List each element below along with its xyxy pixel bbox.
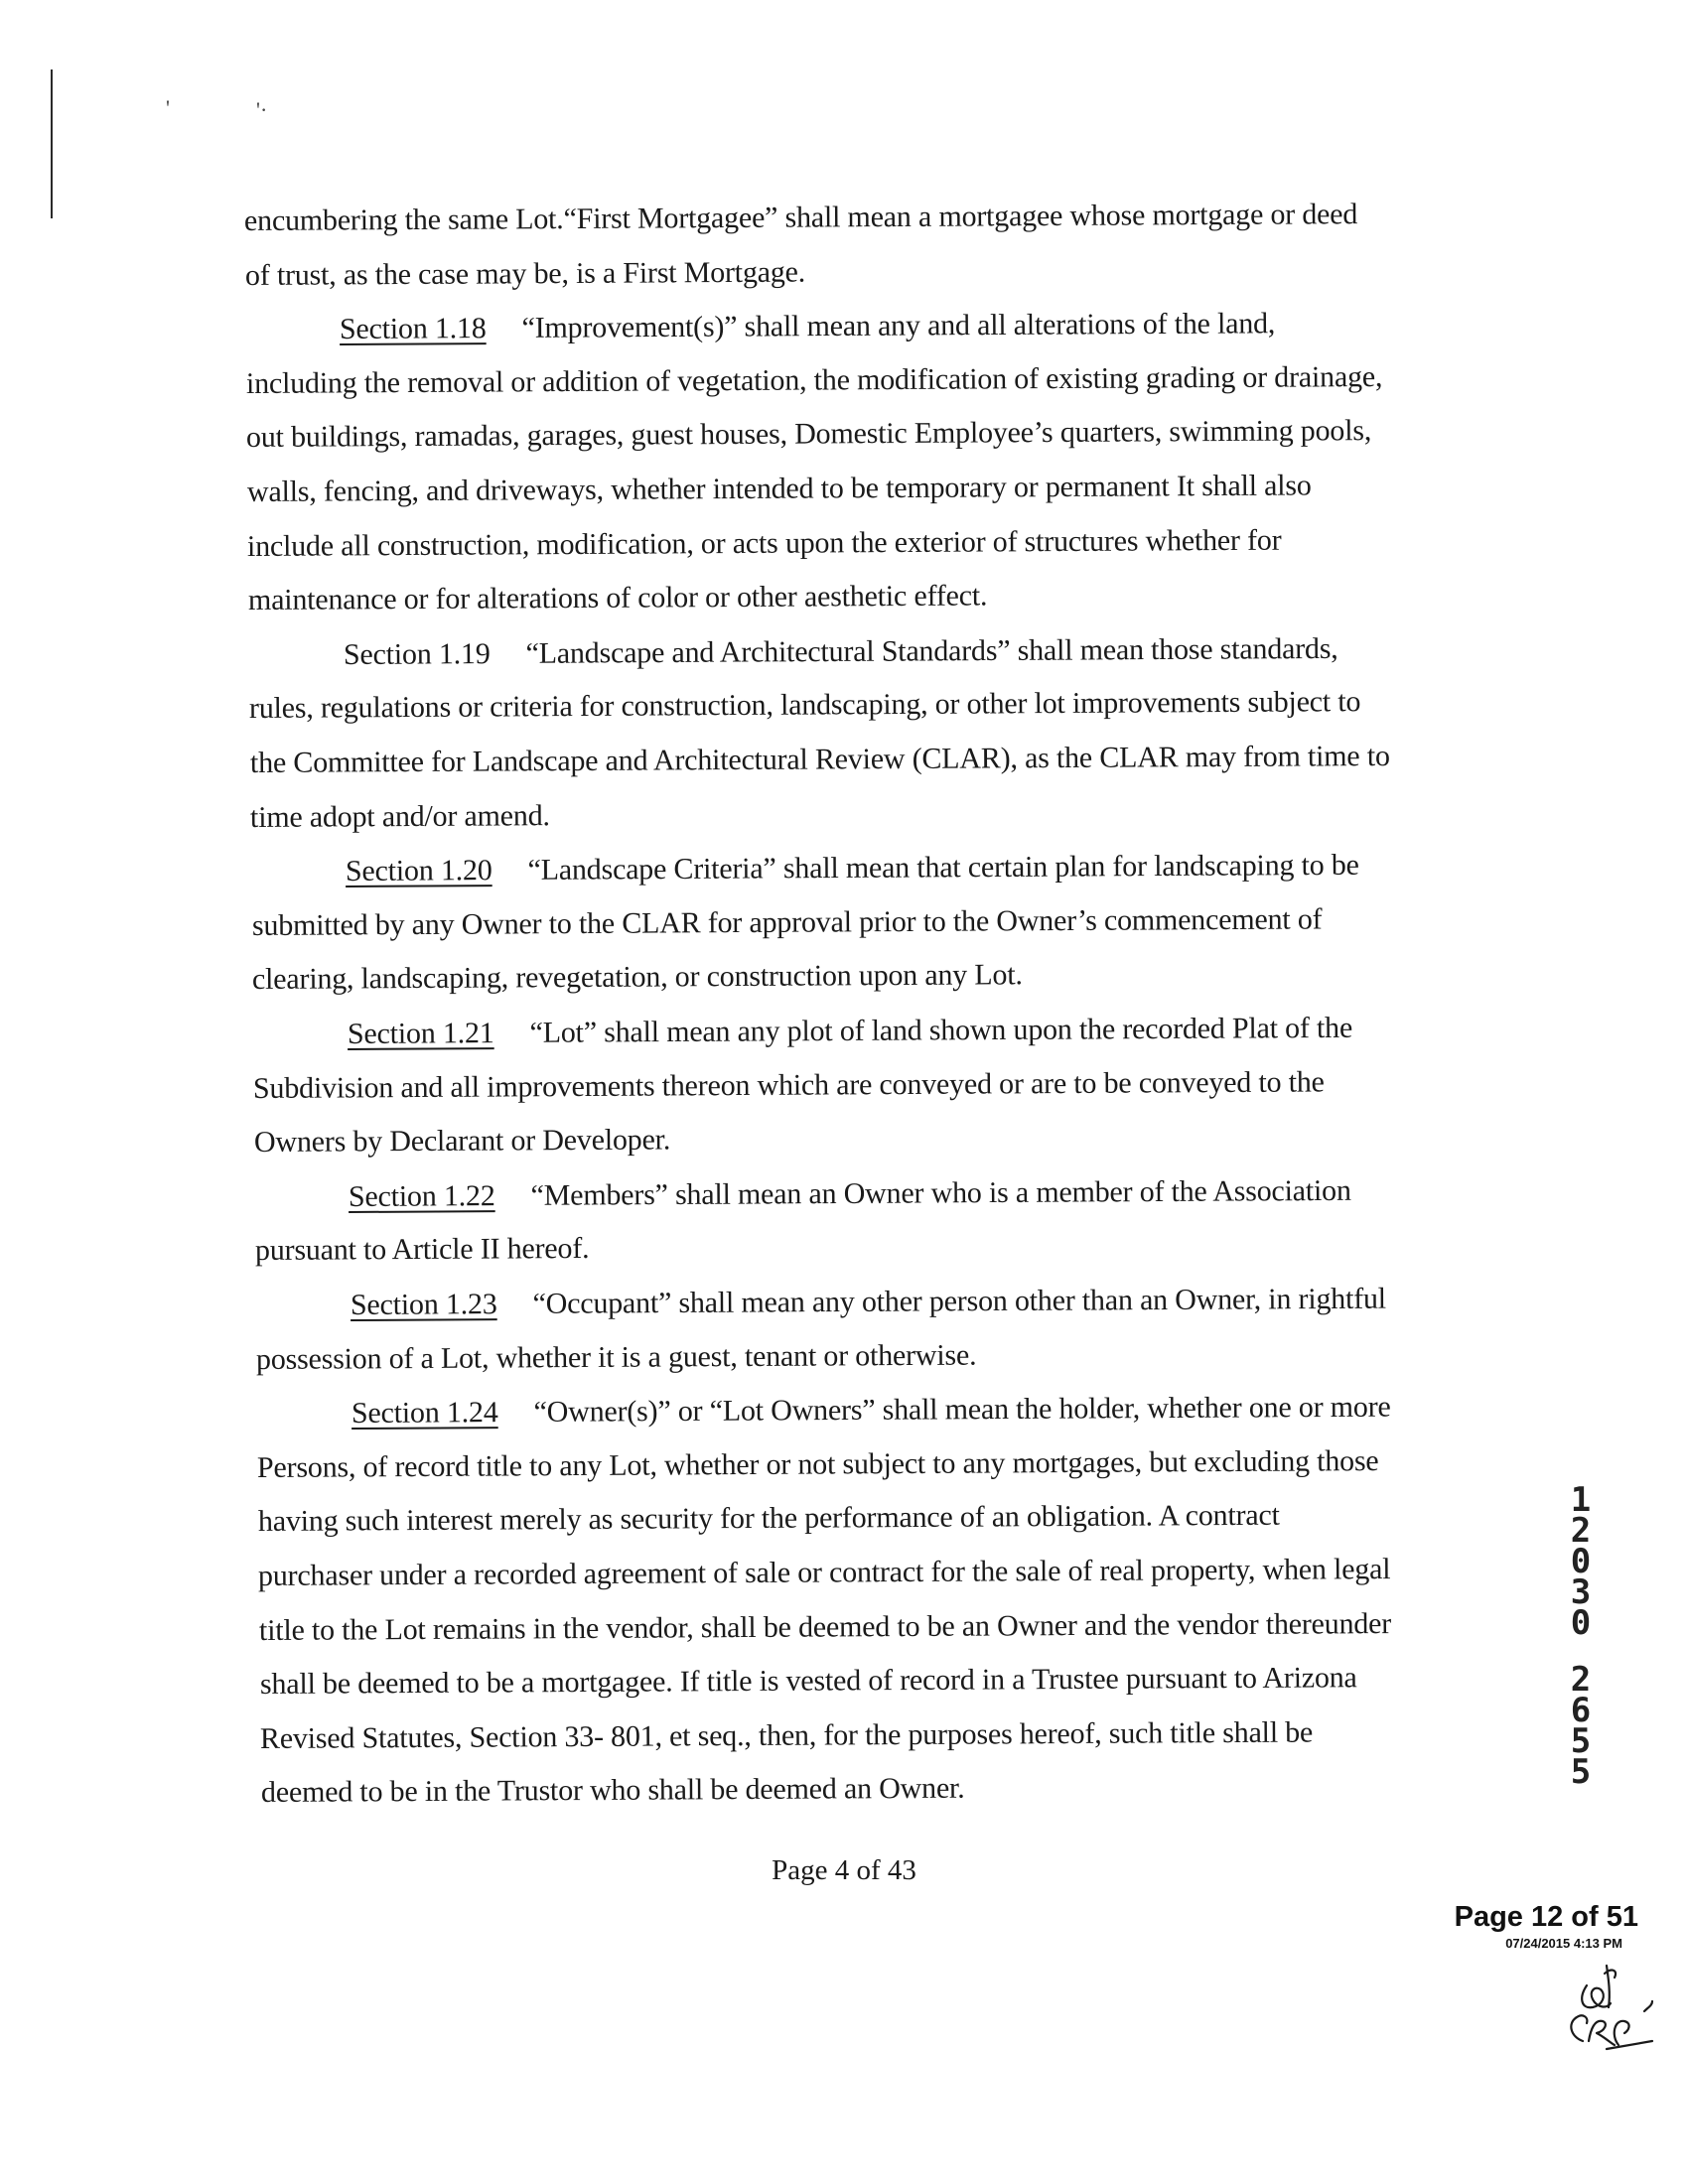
- line-text: “Members” shall mean an Owner who is a member of the Association: [530, 1173, 1352, 1212]
- scan-speck: ': [166, 95, 170, 120]
- line-text: “Improvement(s)” shall mean any and all alterations of the land,: [521, 307, 1276, 345]
- stamp-digit: 6: [1570, 1691, 1592, 1730]
- document-line: [249, 739, 1390, 779]
- stamp-digit: 3: [1570, 1572, 1592, 1612]
- stamp-digit: 1: [1570, 1480, 1592, 1520]
- section-number: Section 1.23: [350, 1288, 497, 1321]
- document-line: [351, 1390, 1391, 1431]
- document-line: [253, 1067, 1325, 1104]
- document-line: [255, 1234, 590, 1266]
- document-line: [343, 631, 1338, 671]
- line-text: clearing, landscaping, revegetation, or construction upon any Lot.: [251, 958, 1023, 997]
- document-line: [258, 1501, 1280, 1537]
- document-line: [247, 471, 1312, 507]
- line-text: maintenance or for alterations of color or other aesthetic effect.: [247, 579, 988, 617]
- document-line: [247, 525, 1282, 561]
- line-text: Persons, of record title to any Lot, whether or not subject to any mortgages, but excluding those: [257, 1443, 1379, 1484]
- document-line: [259, 1663, 1356, 1700]
- section-number: Section 1.21: [347, 1017, 494, 1050]
- line-text: “Occupant” shall mean any other person other than an Owner, in rightful: [531, 1282, 1386, 1320]
- section-number: Section 1.18: [339, 312, 487, 346]
- document-line: [261, 1774, 965, 1808]
- line-text: deemed to be in the Trustor who shall be deemed an Owner.: [260, 1772, 965, 1810]
- scan-speck: '·: [256, 97, 268, 122]
- section-number: Section 1.20: [345, 854, 492, 888]
- document-line: [251, 904, 1322, 941]
- handwritten-initials-signature: [1549, 1946, 1658, 2065]
- document-line: [350, 1282, 1386, 1321]
- stamp-digit: 0: [1570, 1603, 1592, 1643]
- document-line: [245, 257, 805, 290]
- line-text: shall be deemed to be a mortgagee. If title is vested of record in a Trustee pursuant to Arizona: [259, 1661, 1357, 1702]
- stamp-digit: 5: [1570, 1752, 1592, 1792]
- document-line: [260, 1717, 1313, 1753]
- document-line: [258, 1555, 1391, 1591]
- recording-page-label: Page 12 of 51: [1454, 1901, 1638, 1933]
- line-text: possession of a Lot, whether it is a guest, tenant or otherwise.: [255, 1338, 977, 1376]
- document-line: [340, 309, 1275, 344]
- document-line: [244, 200, 1357, 236]
- line-text: “Lot” shall mean any plot of land shown upon the recorded Plat of the: [529, 1011, 1352, 1049]
- document-line: [247, 579, 988, 617]
- section-number: Section 1.22: [349, 1178, 495, 1213]
- line-text: Revised Statutes, Section 33- 801, et seq., then, for the purposes hereof, such title shall be: [259, 1715, 1314, 1755]
- document-line: [347, 1011, 1352, 1050]
- line-text: purchaser under a recorded agreement of sale or contract for the sale of real property, when legal: [258, 1553, 1391, 1592]
- line-text: Owners by Declarant or Developer.: [253, 1123, 670, 1160]
- line-text: having such interest merely as security for the performance of an obligation. A contract: [257, 1499, 1280, 1539]
- page-number-footer: Page 4 of 43: [772, 1854, 916, 1886]
- section-number: Section 1.19: [343, 636, 491, 671]
- line-text: include all construction, modification, or acts upon the exterior of structures whether for: [247, 523, 1282, 563]
- line-text: the Committee for Landscape and Architectural Review (CLAR), as the CLAR may from time to: [249, 739, 1390, 779]
- document-line: [250, 798, 551, 834]
- line-text: “Landscape and Architectural Standards” shall mean those standards,: [525, 631, 1338, 670]
- line-text: Subdivision and all improvements thereon which are conveyed or are to be conveyed to the: [253, 1065, 1325, 1105]
- document-line: [349, 1173, 1352, 1213]
- line-text: “Landscape Criteria” shall mean that certain plan for landscaping to be: [527, 848, 1359, 887]
- line-text: encumbering the same Lot.“First Mortgagee” shall mean a mortgagee whose mortgage or deed: [243, 198, 1358, 237]
- stamp-digit: 0: [1570, 1542, 1592, 1581]
- document-line: [257, 1443, 1379, 1484]
- scan-margin-line: [51, 69, 53, 218]
- recording-fee-number: [1559, 1480, 1603, 1792]
- recording-datetime: 07/24/2015 4:13 PM: [1505, 1936, 1622, 1951]
- line-text: submitted by any Owner to the CLAR for approval prior to the Owner’s commencement of: [251, 902, 1322, 942]
- line-text: title to the Lot remains in the vendor, shall be deemed to be an Owner and the vendor thereunder: [258, 1606, 1392, 1647]
- document-line: [249, 685, 1361, 726]
- line-text: out buildings, ramadas, garages, guest houses, Domestic Employee’s quarters, swimming pools,: [246, 414, 1372, 455]
- document-line: [258, 1606, 1392, 1647]
- document-line: [251, 958, 1023, 997]
- section-number: Section 1.24: [351, 1396, 498, 1431]
- document-line: [253, 1123, 670, 1160]
- document-line: [246, 416, 1371, 453]
- document-line: [245, 359, 1383, 400]
- line-text: walls, fencing, and driveways, whether intended to be temporary or permanent It shall also: [246, 469, 1312, 508]
- line-text: of trust, as the case may be, is a First Mortgage.: [244, 255, 805, 292]
- line-text: “Owner(s)” or “Lot Owners” shall mean the holder, whether one or more: [533, 1390, 1391, 1430]
- stamp-digit: 2: [1570, 1660, 1592, 1700]
- line-text: including the removal or addition of vegetation, the modification of existing grading or drainage,: [245, 359, 1383, 400]
- line-text: time adopt and/or amend.: [250, 798, 551, 834]
- line-text: rules, regulations or criteria for construction, landscaping, or other lot improvements subject to: [249, 685, 1361, 726]
- stamp-digit: 2: [1570, 1511, 1592, 1551]
- line-text: pursuant to Article II hereof.: [254, 1232, 590, 1268]
- stamp-digit: 5: [1570, 1721, 1592, 1761]
- document-line: [256, 1340, 977, 1374]
- document-line: [345, 848, 1359, 888]
